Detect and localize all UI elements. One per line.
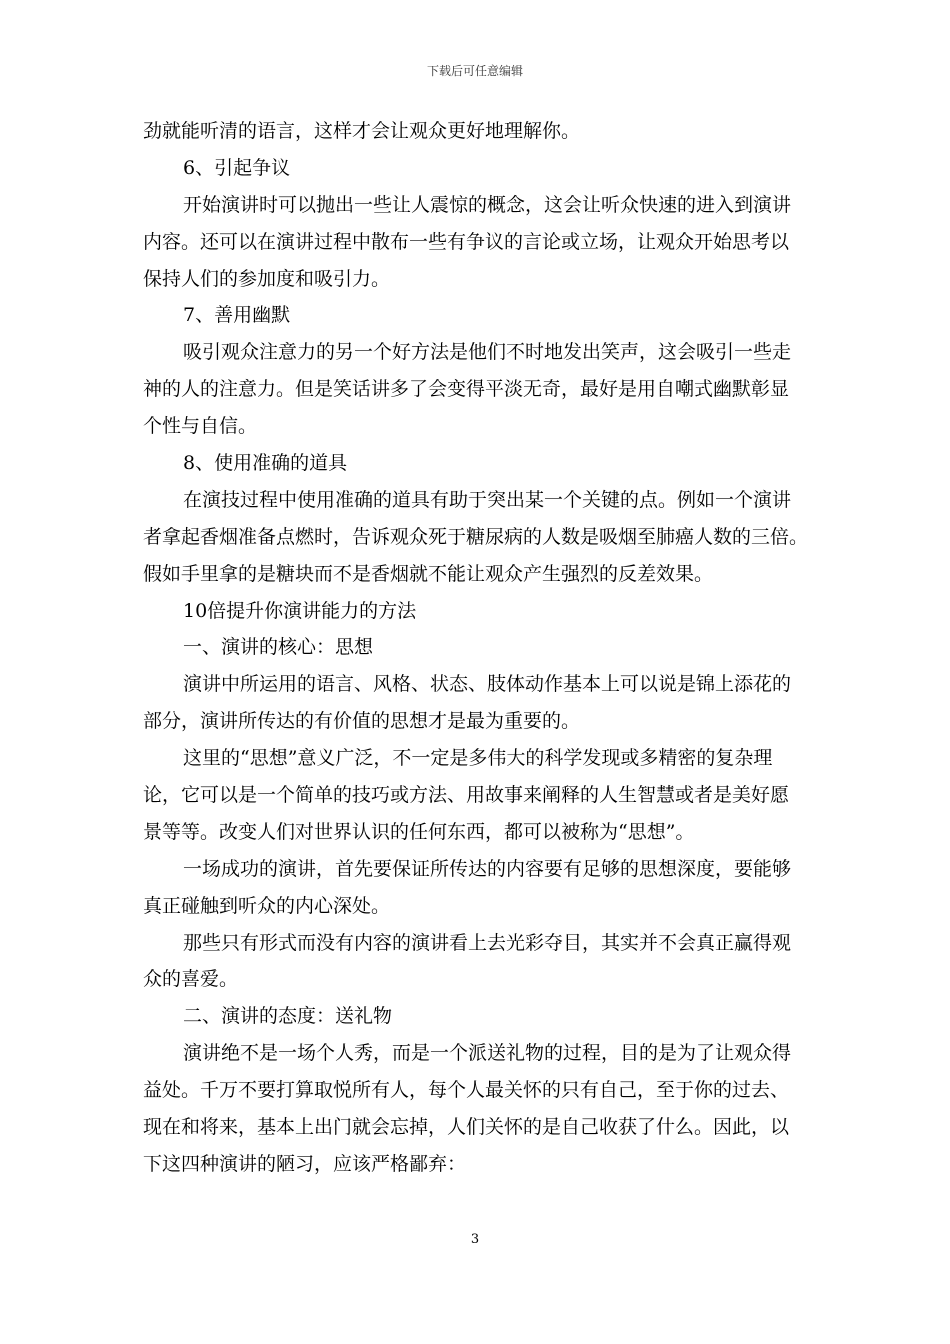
- text-line: 吸引观众注意力的另一个好方法是他们不时地发出笑声，这会吸引一些走: [183, 341, 792, 364]
- text-line: 论，它可以是一个简单的技巧或方法、用故事来阐释的人生智慧或者是美好愿: [143, 784, 790, 807]
- document-body: [143, 113, 813, 1183]
- text-line: 劲就能听清的语言，这样才会让观众更好地理解你。: [143, 120, 581, 142]
- text-line: 6、引起争议: [183, 156, 291, 179]
- text-line: 8、使用准确的道具: [183, 452, 348, 475]
- text-line: 二、演讲的态度：送礼物: [183, 1005, 393, 1028]
- text-line: 这里的“思想”意义广泛，不一定是多伟大的科学发现或多精密的复杂理: [183, 747, 773, 770]
- text-line: 现在和将来，基本上出门就会忘掉，人们关怀的是自己收获了什么。因此，以: [143, 1116, 790, 1139]
- text-line: 那些只有形式而没有内容的演讲看上去光彩夺目，其实并不会真正赢得观: [183, 931, 792, 954]
- text-line: 在演技过程中使用准确的道具有助于突出某一个关键的点。例如一个演讲: [183, 488, 792, 511]
- text-line: 益处。千万不要打算取悦所有人，每个人最关怀的只有自己，至于你的过去、: [143, 1079, 790, 1102]
- text-line: 下这四种演讲的陋习，应该严格鄙弃：: [143, 1152, 467, 1175]
- text-line: 者拿起香烟准备点燃时，告诉观众死于糖尿病的人数是吸烟至肺癌人数的三倍。: [143, 525, 809, 548]
- text-line: 真正碰触到听众的内心深处。: [143, 894, 391, 917]
- text-line: 个性与自信。: [143, 415, 258, 438]
- page-header: 下载后可任意编辑: [426, 64, 523, 78]
- text-line: 假如手里拿的是糖块而不是香烟就不能让观众产生强烈的反差效果。: [143, 562, 714, 585]
- text-line: 10倍提升你演讲能力的方法: [183, 599, 417, 622]
- text-line: 景等等。改变人们对世界认识的任何东西，都可以被称为“思想”。: [143, 820, 695, 843]
- text-line: 7、善用幽默: [183, 304, 291, 327]
- text-line: 内容。还可以在演讲过程中散布一些有争议的言论或立场，让观众开始思考以: [143, 230, 790, 253]
- text-line: 演讲绝不是一场个人秀，而是一个派送礼物的过程，目的是为了让观众得: [183, 1042, 792, 1065]
- text-line: 开始演讲时可以抛出一些让人震惊的概念，这会让听众快速的进入到演讲: [183, 193, 792, 216]
- text-line: 演讲中所运用的语言、风格、状态、肢体动作基本上可以说是锦上添花的: [183, 673, 792, 696]
- text-line: 部分，演讲所传达的有价值的思想才是最为重要的。: [143, 710, 581, 733]
- text-line: 众的喜爱。: [143, 968, 239, 991]
- text-line: 一场成功的演讲，首先要保证所传达的内容要有足够的思想深度，要能够: [183, 857, 792, 880]
- page-number: 3: [470, 1232, 480, 1247]
- text-line: 神的人的注意力。但是笑话讲多了会变得平淡无奇，最好是用自嘲式幽默彰显: [143, 378, 790, 401]
- text-line: 保持人们的参加度和吸引力。: [143, 267, 391, 290]
- text-line: 一、演讲的核心：思想: [183, 636, 374, 659]
